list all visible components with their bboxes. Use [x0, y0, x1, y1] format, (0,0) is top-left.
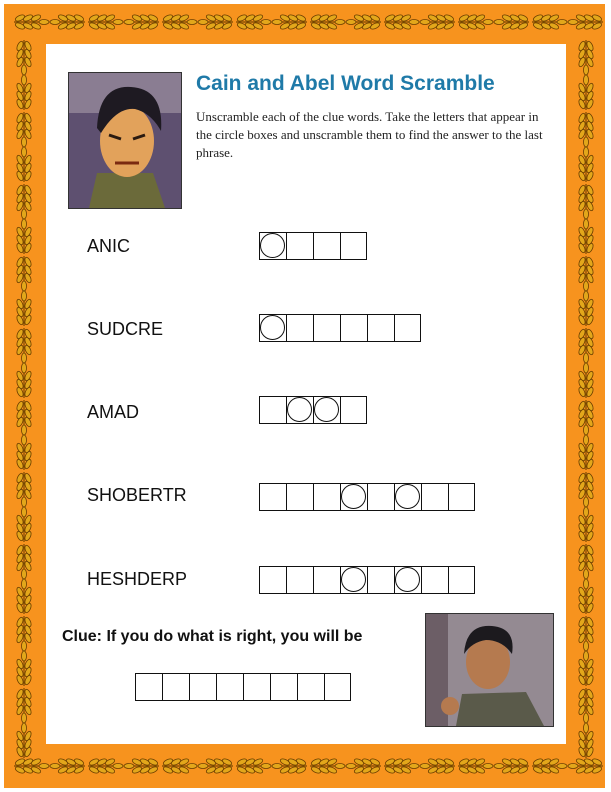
letter-box[interactable]	[340, 232, 367, 260]
wheat-sheaf-icon	[578, 184, 595, 219]
wheat-sheaf-icon	[16, 507, 33, 542]
clue-word: HESHDERP	[87, 569, 188, 589]
clue-word: SUDCRE	[87, 319, 164, 339]
answer-boxes-5[interactable]	[259, 566, 475, 594]
wheat-sheaf-icon	[16, 363, 33, 398]
circled-letter-box[interactable]	[340, 483, 367, 511]
wheat-sheaf-icon	[578, 435, 595, 470]
letter-box[interactable]	[340, 314, 367, 342]
wheat-sheaf-icon	[50, 14, 85, 31]
wheat-sheaf-icon	[16, 688, 33, 723]
wheat-sheaf-icon	[578, 147, 595, 182]
wheat-sheaf-icon	[578, 363, 595, 398]
wheat-sheaf-icon	[16, 112, 33, 147]
wheat-sheaf-icon	[310, 14, 345, 31]
wheat-sheaf-icon	[458, 758, 493, 775]
wheat-sheaf-icon	[578, 75, 595, 110]
wheat-sheaf-icon	[578, 616, 595, 651]
letter-box[interactable]	[297, 673, 324, 701]
wheat-sheaf-icon	[568, 758, 603, 775]
wheat-sheaf-icon	[272, 758, 307, 775]
letter-box[interactable]	[448, 483, 475, 511]
answer-boxes-1[interactable]	[259, 232, 367, 260]
wheat-sheaf-icon	[162, 14, 197, 31]
letter-box[interactable]	[448, 566, 475, 594]
letter-box[interactable]	[286, 314, 313, 342]
letter-box[interactable]	[259, 566, 286, 594]
wheat-sheaf-icon	[578, 688, 595, 723]
letter-box[interactable]	[162, 673, 189, 701]
circled-letter-box[interactable]	[313, 396, 340, 424]
letter-box[interactable]	[286, 232, 313, 260]
wheat-sheaf-icon	[50, 758, 85, 775]
wheat-sheaf-icon	[16, 435, 33, 470]
wheat-sheaf-icon	[458, 14, 493, 31]
letter-box[interactable]	[367, 314, 394, 342]
wheat-sheaf-icon	[578, 544, 595, 579]
letter-box[interactable]	[259, 396, 286, 424]
wheat-sheaf-icon	[162, 758, 197, 775]
wheat-sheaf-icon	[578, 291, 595, 326]
page-title: Cain and Abel Word Scramble	[196, 72, 495, 95]
final-clue-text: Clue: If you do what is right, you will be	[62, 628, 363, 645]
wheat-sheaf-icon	[532, 758, 567, 775]
wheat-sheaf-icon	[16, 579, 33, 614]
final-answer-boxes[interactable]	[135, 673, 351, 701]
letter-box[interactable]	[313, 483, 340, 511]
wheat-sheaf-icon	[124, 758, 159, 775]
clue-word: AMAD	[87, 402, 140, 422]
wheat-sheaf-icon	[578, 400, 595, 435]
wheat-sheaf-icon	[198, 758, 233, 775]
letter-box[interactable]	[259, 483, 286, 511]
wheat-sheaf-icon	[88, 14, 123, 31]
letter-box[interactable]	[135, 673, 162, 701]
wheat-sheaf-icon	[494, 14, 529, 31]
wheat-sheaf-icon	[14, 758, 49, 775]
wheat-sheaf-icon	[236, 758, 271, 775]
letter-box[interactable]	[340, 396, 367, 424]
wheat-sheaf-icon	[420, 758, 455, 775]
wheat-sheaf-icon	[236, 14, 271, 31]
wheat-sheaf-icon	[578, 256, 595, 291]
wheat-sheaf-icon	[384, 758, 419, 775]
wheat-sheaf-icon	[310, 758, 345, 775]
wheat-sheaf-icon	[16, 291, 33, 326]
letter-box[interactable]	[421, 566, 448, 594]
letter-box[interactable]	[286, 483, 313, 511]
wheat-sheaf-icon	[16, 40, 33, 75]
wheat-sheaf-icon	[16, 147, 33, 182]
wheat-sheaf-icon	[88, 758, 123, 775]
wheat-sheaf-icon	[272, 14, 307, 31]
letter-box[interactable]	[313, 314, 340, 342]
wheat-sheaf-icon	[532, 14, 567, 31]
letter-box[interactable]	[313, 232, 340, 260]
instructions-text: Unscramble each of the clue words. Take the letters that appear in the circle boxes and unscramble them to find the answer to the last phrase.	[196, 109, 543, 160]
wheat-sheaf-icon	[346, 758, 381, 775]
wheat-sheaf-icon	[578, 507, 595, 542]
clue-word: SHOBERTR	[87, 485, 187, 505]
wheat-sheaf-icon	[384, 14, 419, 31]
wheat-sheaf-icon	[14, 14, 49, 31]
wheat-sheaf-icon	[124, 14, 159, 31]
letter-box[interactable]	[216, 673, 243, 701]
wheat-sheaf-icon	[578, 472, 595, 507]
abel-portrait-icon	[425, 613, 554, 727]
letter-box[interactable]	[313, 566, 340, 594]
circled-letter-box[interactable]	[259, 232, 286, 260]
letter-box[interactable]	[270, 673, 297, 701]
wheat-sheaf-icon	[578, 40, 595, 75]
wheat-sheaf-icon	[16, 219, 33, 254]
letter-box[interactable]	[189, 673, 216, 701]
wheat-sheaf-icon	[578, 112, 595, 147]
wheat-sheaf-icon	[16, 400, 33, 435]
answer-boxes-3[interactable]	[259, 396, 367, 424]
wheat-sheaf-icon	[16, 75, 33, 110]
circled-letter-box[interactable]	[259, 314, 286, 342]
wheat-sheaf-icon	[16, 328, 33, 363]
circled-letter-box[interactable]	[394, 566, 421, 594]
wheat-sheaf-icon	[16, 616, 33, 651]
letter-box[interactable]	[394, 314, 421, 342]
letter-box[interactable]	[367, 483, 394, 511]
wheat-sheaf-icon	[494, 758, 529, 775]
letter-box[interactable]	[324, 673, 351, 701]
cain-portrait-icon	[68, 72, 182, 209]
wheat-sheaf-icon	[578, 651, 595, 686]
circled-letter-box[interactable]	[394, 483, 421, 511]
wheat-sheaf-icon	[578, 579, 595, 614]
clue-word: ANIC	[87, 236, 131, 256]
circled-letter-box[interactable]	[340, 566, 367, 594]
answer-boxes-2[interactable]	[259, 314, 421, 342]
answer-boxes-4[interactable]	[259, 483, 475, 511]
wheat-sheaf-icon	[568, 14, 603, 31]
wheat-sheaf-icon	[198, 14, 233, 31]
wheat-sheaf-icon	[578, 723, 595, 758]
wheat-sheaf-icon	[578, 328, 595, 363]
wheat-sheaf-icon	[16, 544, 33, 579]
wheat-sheaf-icon	[346, 14, 381, 31]
letter-box[interactable]	[243, 673, 270, 701]
letter-box[interactable]	[286, 566, 313, 594]
wheat-sheaf-icon	[420, 14, 455, 31]
wheat-sheaf-icon	[16, 723, 33, 758]
circled-letter-box[interactable]	[286, 396, 313, 424]
wheat-sheaf-icon	[16, 651, 33, 686]
letter-box[interactable]	[367, 566, 394, 594]
wheat-sheaf-icon	[16, 256, 33, 291]
wheat-sheaf-icon	[578, 219, 595, 254]
wheat-sheaf-icon	[16, 184, 33, 219]
wheat-sheaf-icon	[16, 472, 33, 507]
letter-box[interactable]	[421, 483, 448, 511]
